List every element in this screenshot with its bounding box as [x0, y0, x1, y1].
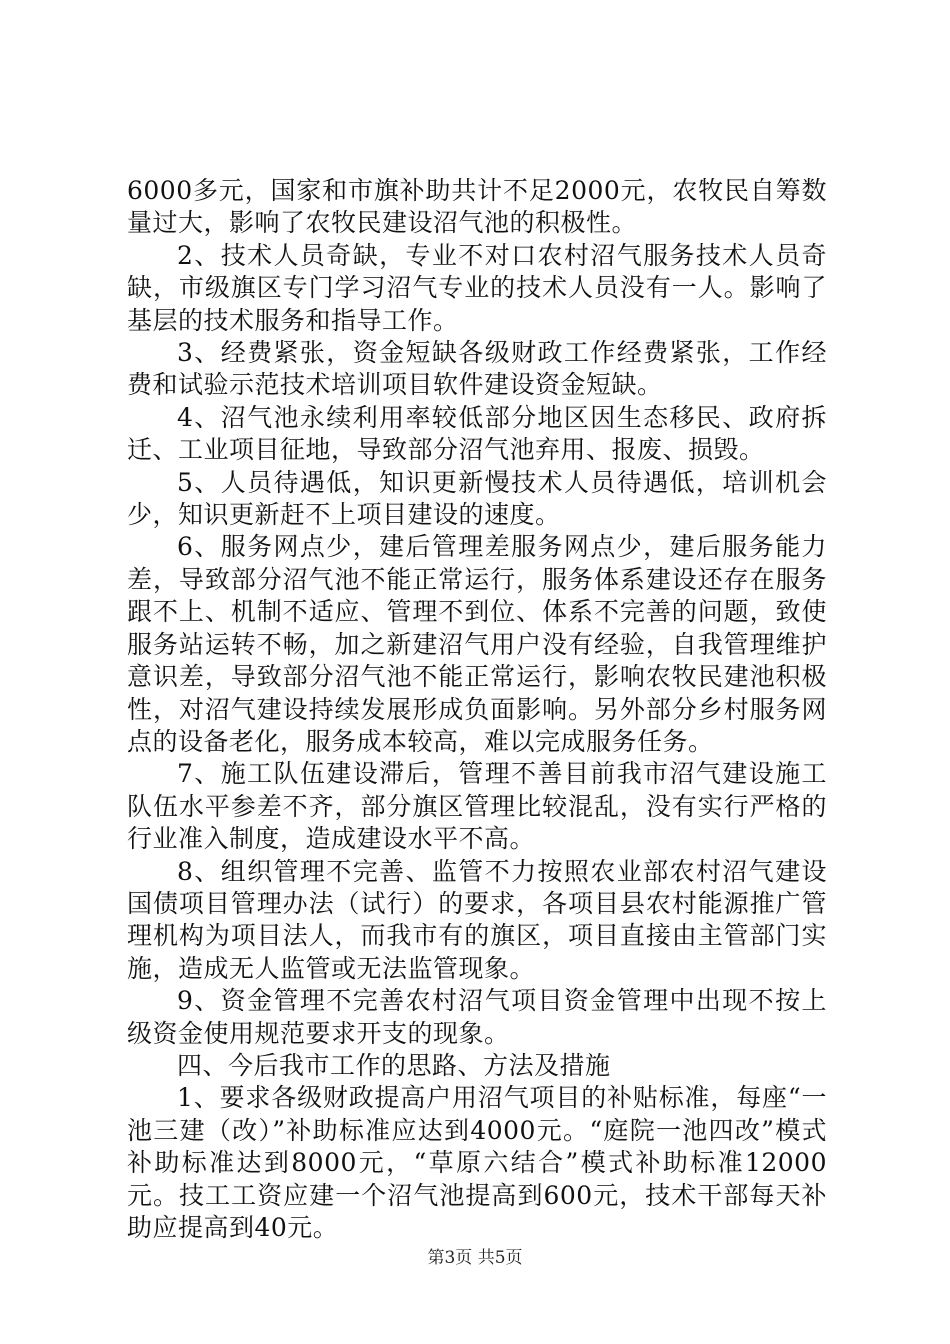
paragraph: 6000多元，国家和市旗补助共计不足2000元，农牧民自筹数量过大，影响了农牧民建设沼气池的积极性。	[127, 176, 827, 238]
page-footer: 第3页 共5页	[427, 1248, 523, 1268]
paragraph: 5、人员待遇低，知识更新慢技术人员待遇低，培训机会少，知识更新赶不上项目建设的速度。	[127, 467, 827, 530]
paragraph: 3、经费紧张，资金短缺各级财政工作经费紧张，工作经费和试验示范技术培训项目软件建设资金短缺。	[127, 338, 827, 400]
paragraph: 四、今后我市工作的思路、方法及措施	[177, 1050, 611, 1080]
document-body	[127, 175, 827, 1244]
paragraph: 2、技术人员奇缺，专业不对口农村沼气服务技术人员奇缺，市级旗区专门学习沼气专业的技术人员没有一人。影响了基层的技术服务和指导工作。	[127, 240, 827, 335]
paragraph: 4、沼气池永续利用率较低部分地区因生态移民、政府拆迁、工业项目征地，导致部分沼气池弃用、报废、损毁。	[127, 402, 827, 465]
paragraph: 1、要求各级财政提高户用沼气项目的补贴标准，每座“一池三建（改）”补助标准应达到4000元。“庭院一池四改”模式补助标准达到8000元，“草原六结合”模式补助标准12000元。技工工资应建一个沼气池提高到600元，技术干部每天补助应提高到40元。	[127, 1083, 827, 1242]
paragraph: 9、资金管理不完善农村沼气项目资金管理中出现不按上级资金使用规范要求开支的现象。	[127, 986, 827, 1048]
paragraph: 8、组织管理不完善、监管不力按照农业部农村沼气建设国债项目管理办法（试行）的要求，各项目县农村能源推广管理机构为项目法人，而我市有的旗区，项目直接由主管部门实施，造成无人监管或无法监管现象。	[127, 856, 827, 983]
paragraph: 6、服务网点少，建后管理差服务网点少，建后服务能力差，导致部分沼气池不能正常运行，服务体系建设还存在服务跟不上、机制不适应、管理不到位、体系不完善的问题，致使服务站运转不畅，加之新建沼气用户没有经验，自我管理维护意识差，导致部分沼气池不能正常运行，影响农牧民建池积极性，对沼气建设持续发展形成负面影响。另外部分乡村服务网点的设备老化，服务成本较高，难以完成服务任务。	[127, 532, 827, 756]
paragraph: 7、施工队伍建设滞后，管理不善目前我市沼气建设施工队伍水平参差不齐，部分旗区管理比较混乱，没有实行严格的行业准入制度，造成建设水平不高。	[127, 759, 827, 854]
